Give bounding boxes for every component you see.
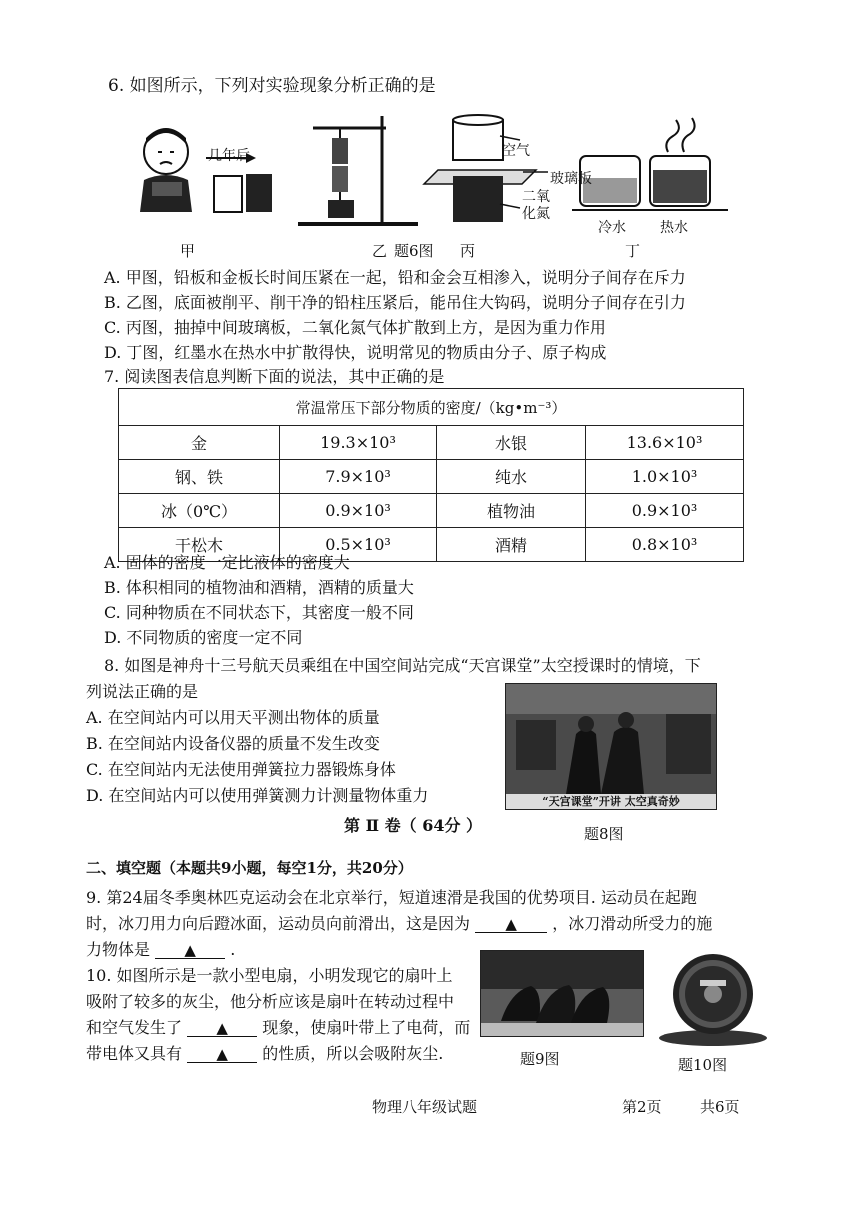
q8-option-d: D. 在空间站内可以使用弹簧测力计测量物体重力 (86, 786, 429, 805)
table-row (119, 460, 744, 494)
q9-blank-1[interactable] (475, 914, 547, 933)
fig-bing-air: 空气 (502, 143, 530, 159)
table-cell: 1.0×10³ (586, 460, 744, 494)
q10-line3-b: 现象，使扇叶带上了电荷，而 (262, 1018, 471, 1037)
table-cell: 金 (119, 426, 280, 460)
footer-total: 共6页 (700, 1098, 740, 1116)
q7-stem: 7. 阅读图表信息判断下面的说法，其中正确的是 (104, 367, 445, 386)
q9-line3-b: . (230, 940, 236, 959)
footer-page: 第2页 (622, 1098, 662, 1116)
fig-bing-gas-1: 二氧 (522, 189, 550, 205)
blank-mark: ▲ (184, 941, 196, 959)
q7-option-c: C. 同种物质在不同状态下，其密度一般不同 (104, 603, 414, 622)
fan-icon (656, 948, 771, 1048)
q9-caption: 题9图 (520, 1050, 560, 1068)
q10-line4-a: 带电体又具有 (86, 1044, 183, 1063)
q8-option-a: A. 在空间站内可以用天平测出物体的质量 (86, 708, 380, 727)
q10-line4-b: 的性质，所以会吸附灰尘. (262, 1044, 444, 1063)
q9-line2 (86, 914, 712, 934)
q10-line4 (86, 1044, 443, 1064)
table-cell: 0.9×10³ (280, 494, 437, 528)
table-cell: 水银 (437, 426, 586, 460)
fig-bing-glass: 玻璃板 (550, 171, 592, 187)
q8-stem-2: 列说法正确的是 (86, 682, 199, 701)
q8-option-c: C. 在空间站内无法使用弹簧拉力器锻炼身体 (86, 760, 396, 779)
q6-option-a: A. 甲图，铅板和金板长时间压紧在一起，铅和金会互相渗入，说明分子间存在斥力 (104, 268, 686, 287)
q8-option-b: B. 在空间站内设备仪器的质量不发生改变 (86, 734, 380, 753)
fig-caption-6: 题6图 (394, 242, 434, 260)
q8-caption: 题8图 (584, 825, 624, 843)
q10-line3 (86, 1018, 470, 1038)
q6-option-b: B. 乙图，底面被削平、削干净的铅柱压紧后，能吊住大钩码，说明分子间存在引力 (104, 293, 686, 312)
density-table (118, 388, 744, 562)
q9-blank-2[interactable] (155, 940, 225, 959)
q9-photo-art (481, 951, 643, 1036)
blank-mark: ▲ (216, 1045, 228, 1063)
q10-line1: 10. 如图所示是一款小型电扇，小明发现它的扇叶上 (86, 966, 453, 985)
fig-label-yi: 乙 (372, 242, 388, 260)
q9-line1: 9. 第24届冬季奥林匹克运动会在北京举行，短道速滑是我国的优势项目. 运动员在起跑 (86, 888, 697, 907)
table-cell: 0.5×10³ (280, 528, 437, 562)
fig-yi-stand (298, 116, 418, 224)
q6-option-d: D. 丁图，红墨水在热水中扩散得快，说明常见的物质由分子、原子构成 (104, 343, 607, 362)
q7-option-d: D. 不同物质的密度一定不同 (104, 628, 303, 647)
fig-jia-text: 几年后 (208, 148, 250, 164)
q9-photo (480, 950, 644, 1037)
q8-photo (505, 683, 717, 810)
section2-heading: 二、填空题（本题共9小题，每空1分，共20分） (86, 859, 413, 877)
fig-label-ding: 丁 (625, 242, 641, 260)
table-cell: 0.9×10³ (586, 494, 744, 528)
density-table-header: 常温常压下部分物质的密度/（kg•m⁻³） (119, 389, 744, 426)
q9-line2-b: ，冰刀滑动所受力的施 (552, 914, 713, 933)
table-cell: 冰（0℃） (119, 494, 280, 528)
table-row (119, 426, 744, 460)
table-cell: 纯水 (437, 460, 586, 494)
fig-ding-hot: 热水 (660, 220, 688, 236)
table-cell: 13.6×10³ (586, 426, 744, 460)
q10-fan-figure (656, 948, 771, 1048)
q7-option-b: B. 体积相同的植物油和酒精，酒精的质量大 (104, 578, 414, 597)
table-cell: 酒精 (437, 528, 586, 562)
q10-blank-1[interactable] (187, 1018, 257, 1037)
blank-mark: ▲ (216, 1019, 228, 1037)
q9-line2-a: 时，冰刀用力向后蹬冰面，运动员向前滑出，这是因为 (86, 914, 471, 933)
q9-line3 (86, 940, 235, 960)
table-cell: 干松木 (119, 528, 280, 562)
footer-subject: 物理八年级试题 (372, 1098, 478, 1116)
fig-ding-beakers (572, 118, 728, 210)
table-cell: 19.3×10³ (280, 426, 437, 460)
q8-photo-banner: “天宫课堂”开讲 太空真奇妙 (542, 795, 680, 808)
table-cell: 钢、铁 (119, 460, 280, 494)
fig-label-bing: 丙 (460, 242, 476, 260)
q8-photo-art (506, 684, 716, 809)
q7-option-a: A. 固体的密度一定比液体的密度大 (104, 553, 350, 572)
table-cell: 7.9×10³ (280, 460, 437, 494)
q10-blank-2[interactable] (187, 1044, 257, 1063)
q9-line3-a: 力物体是 (86, 940, 151, 959)
fig-jia-boy (140, 128, 192, 212)
fig-label-jia: 甲 (180, 242, 196, 260)
fig-ding-cold: 冷水 (598, 220, 626, 236)
q6-stem: 6. 如图所示，下列对实验现象分析正确的是 (108, 76, 436, 96)
q6-option-c: C. 丙图，抽掉中间玻璃板，二氧化氮气体扩散到上方，是因为重力作用 (104, 318, 606, 337)
q10-line3-a: 和空气发生了 (86, 1018, 183, 1037)
q10-caption: 题10图 (678, 1056, 728, 1074)
q10-line2: 吸附了较多的灰尘，他分析应该是扇叶在转动过程中 (86, 992, 455, 1011)
blank-mark: ▲ (505, 915, 517, 933)
table-cell: 0.8×10³ (586, 528, 744, 562)
part2-heading: 第 Ⅱ 卷（ 64分 ） (344, 816, 483, 835)
density-table-header-row (119, 389, 744, 426)
table-cell: 植物油 (437, 494, 586, 528)
table-row (119, 494, 744, 528)
q8-stem-1: 8. 如图是神舟十三号航天员乘组在中国空间站完成“天宫课堂”太空授课时的情境，下 (104, 656, 701, 675)
fig-bing-gas-2: 化氮 (522, 206, 550, 222)
